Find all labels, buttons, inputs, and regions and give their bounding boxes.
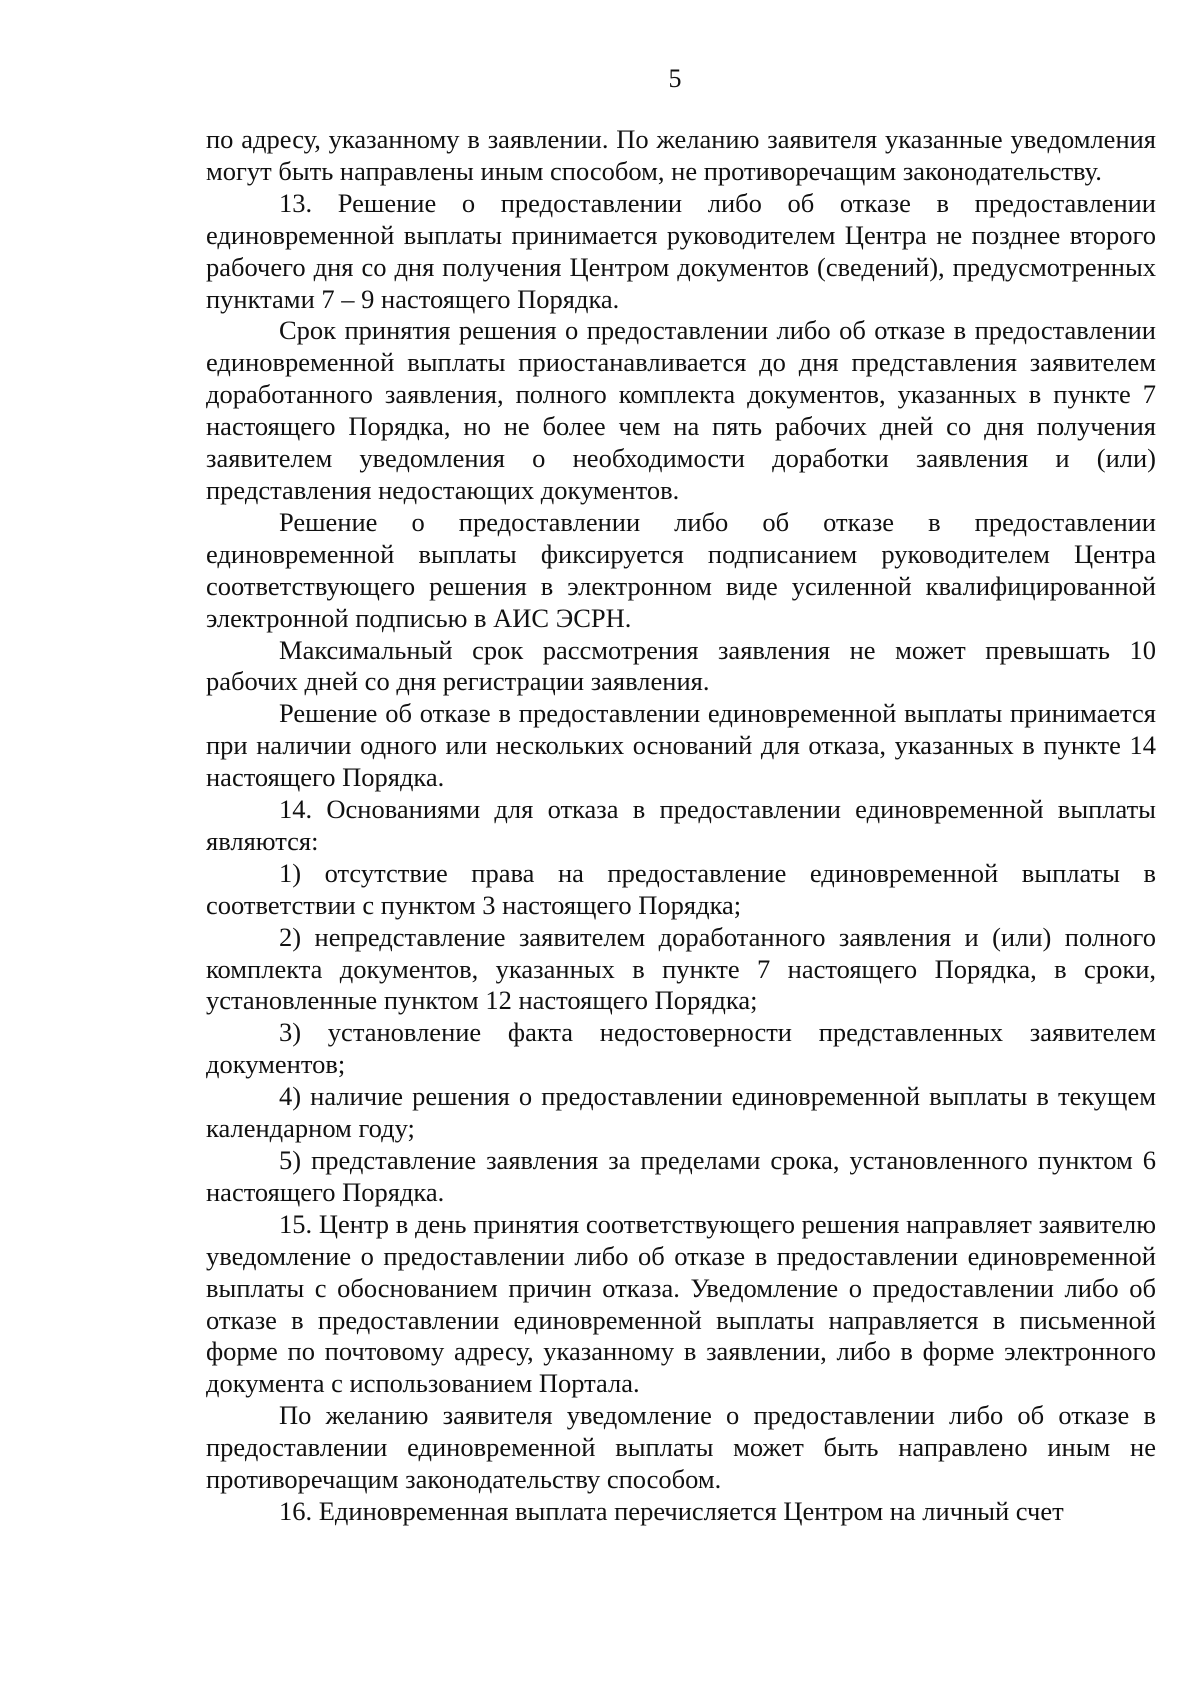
list-item: 3) установление факта недостоверности представленных заявителем документов; (206, 1017, 1156, 1080)
document-body (206, 124, 1156, 1528)
paragraph-item-16: 16. Единовременная выплата перечисляется Центром на личный счет (279, 1495, 1064, 1526)
paragraph-item-15: 15. Центр в день принятия соответствующего решения направляет заявителю уведомление о предоставлении либо об отказе в предоставлении единовременной выплаты с обоснованием причин отказа. Уведомление о предоставлении либо об отказе в предоставлении единовременной выплаты направляется в письменной форме по почтовому адресу, указанному в заявлении, либо в форме электронного документа с использованием Портала. (206, 1208, 1156, 1399)
paragraph: По желанию заявителя уведомление о предоставлении либо об отказе в предоставлении единовременной выплаты может быть направлено иным не противоречащим законодательству способом. (206, 1400, 1156, 1495)
paragraph: Решение об отказе в предоставлении единовременной выплаты принимается при наличии одного или нескольких оснований для отказа, указанных в пункте 14 настоящего Порядка. (206, 698, 1156, 793)
page-number: 5 (668, 64, 682, 93)
paragraph: Решение о предоставлении либо об отказе в предоставлении единовременной выплаты фиксируется подписанием руководителем Центра соответствующего решения в электронном виде усиленной квалифицированной электронной подписью в АИС ЭСРН. (206, 506, 1156, 633)
paragraph: по адресу, указанному в заявлении. По желанию заявителя указанные уведомления могут быть направлены иным способом, не противоречащим законодательству. (206, 124, 1156, 186)
paragraph: Срок принятия решения о предоставлении либо об отказе в предоставлении единовременной выплаты приостанавливается до дня представления заявителем доработанного заявления, полного комплекта документов, указанных в пункте 7 настоящего Порядка, но не более чем на пять рабочих дней со дня получения заявителем уведомления о необходимости доработки заявления и (или) представления недостающих документов. (206, 315, 1156, 505)
list-item: 2) непредставление заявителем доработанного заявления и (или) полного комплекта документов, указанных в пункте 7 настоящего Порядка, в сроки, установленные пунктом 12 настоящего Порядка; (206, 921, 1156, 1016)
paragraph: Максимальный срок рассмотрения заявления не может превышать 10 рабочих дней со дня регистрации заявления. (206, 634, 1156, 697)
list-item: 4) наличие решения о предоставлении единовременной выплаты в текущем календарном году; (206, 1081, 1156, 1144)
list-item: 5) представление заявления за пределами срока, установленного пунктом 6 настоящего Порядка. (206, 1145, 1156, 1207)
paragraph-item-13: 13. Решение о предоставлении либо об отказе в предоставлении единовременной выплаты принимается руководителем Центра не позднее второго рабочего дня со дня получения Центром документов (сведений), предусмотренных пунктами 7 – 9 настоящего Порядка. (206, 187, 1156, 314)
paragraph-item-14: 14. Основаниями для отказа в предоставлении единовременной выплаты являются: (206, 794, 1156, 856)
list-item: 1) отсутствие права на предоставление единовременной выплаты в соответствии с пунктом 3 настоящего Порядка; (206, 857, 1156, 920)
